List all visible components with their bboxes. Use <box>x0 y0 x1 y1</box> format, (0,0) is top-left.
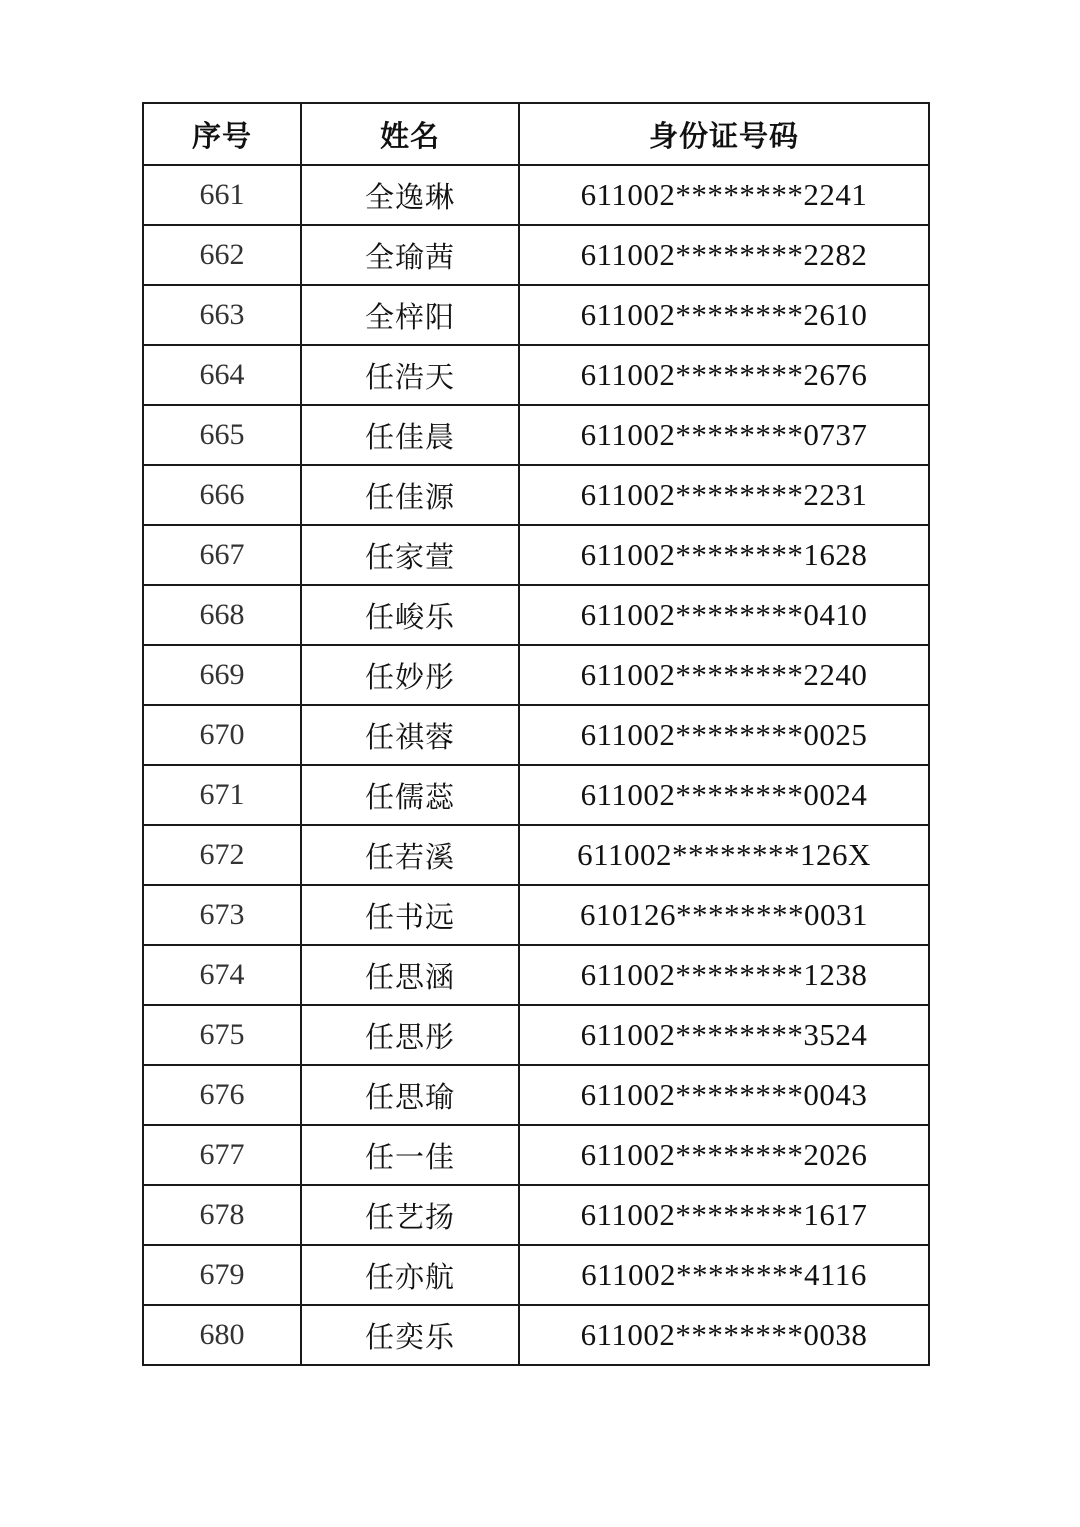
id-number-cell: 611002********2026 <box>519 1125 929 1185</box>
table-row <box>143 585 929 645</box>
id-number-cell: 611002********0024 <box>519 765 929 825</box>
name-cell: 任祺蓉 <box>301 705 519 765</box>
name-cell: 任浩天 <box>301 345 519 405</box>
name-cell: 任亦航 <box>301 1245 519 1305</box>
id-number-cell: 611002********0410 <box>519 585 929 645</box>
serial-number-cell: 673 <box>143 885 301 945</box>
header-name: 姓名 <box>301 103 519 165</box>
id-number-cell: 611002********2282 <box>519 225 929 285</box>
id-number-cell: 611002********4116 <box>519 1245 929 1305</box>
table-row <box>143 405 929 465</box>
id-number-cell: 611002********3524 <box>519 1005 929 1065</box>
id-number-cell: 611002********2610 <box>519 285 929 345</box>
serial-number-cell: 677 <box>143 1125 301 1185</box>
serial-number-cell: 670 <box>143 705 301 765</box>
id-number-cell: 611002********0043 <box>519 1065 929 1125</box>
serial-number-cell: 679 <box>143 1245 301 1305</box>
name-cell: 任儒蕊 <box>301 765 519 825</box>
table-row <box>143 225 929 285</box>
serial-number-cell: 672 <box>143 825 301 885</box>
serial-number-cell: 668 <box>143 585 301 645</box>
id-number-cell: 611002********2231 <box>519 465 929 525</box>
serial-number-cell: 664 <box>143 345 301 405</box>
name-cell: 任若溪 <box>301 825 519 885</box>
table-row <box>143 885 929 945</box>
serial-number-cell: 678 <box>143 1185 301 1245</box>
id-number-cell: 611002********1628 <box>519 525 929 585</box>
table-row <box>143 645 929 705</box>
id-number-cell: 611002********126X <box>519 825 929 885</box>
name-cell: 全瑜茜 <box>301 225 519 285</box>
serial-number-cell: 666 <box>143 465 301 525</box>
table-row <box>143 1065 929 1125</box>
name-cell: 全梓阳 <box>301 285 519 345</box>
roster-table <box>142 102 930 1366</box>
table-row <box>143 1125 929 1185</box>
id-number-cell: 610126********0031 <box>519 885 929 945</box>
table-row <box>143 1245 929 1305</box>
serial-number-cell: 662 <box>143 225 301 285</box>
id-number-cell: 611002********2676 <box>519 345 929 405</box>
name-cell: 任奕乐 <box>301 1305 519 1365</box>
table-row <box>143 525 929 585</box>
table-row <box>143 1305 929 1365</box>
serial-number-cell: 680 <box>143 1305 301 1365</box>
serial-number-cell: 669 <box>143 645 301 705</box>
serial-number-cell: 671 <box>143 765 301 825</box>
header-id-number: 身份证号码 <box>519 103 929 165</box>
id-number-cell: 611002********2240 <box>519 645 929 705</box>
name-cell: 全逸琳 <box>301 165 519 225</box>
name-cell: 任峻乐 <box>301 585 519 645</box>
table-row <box>143 825 929 885</box>
name-cell: 任妙彤 <box>301 645 519 705</box>
id-number-cell: 611002********0025 <box>519 705 929 765</box>
table-row <box>143 285 929 345</box>
table-row <box>143 465 929 525</box>
serial-number-cell: 661 <box>143 165 301 225</box>
serial-number-cell: 674 <box>143 945 301 1005</box>
name-cell: 任家萱 <box>301 525 519 585</box>
table-body <box>143 165 929 1365</box>
name-cell: 任佳源 <box>301 465 519 525</box>
table-row <box>143 165 929 225</box>
id-number-cell: 611002********1617 <box>519 1185 929 1245</box>
id-number-cell: 611002********0038 <box>519 1305 929 1365</box>
table-row <box>143 765 929 825</box>
name-cell: 任思瑜 <box>301 1065 519 1125</box>
name-cell: 任佳晨 <box>301 405 519 465</box>
table-header <box>143 103 929 165</box>
name-cell: 任书远 <box>301 885 519 945</box>
serial-number-cell: 675 <box>143 1005 301 1065</box>
name-cell: 任艺扬 <box>301 1185 519 1245</box>
header-serial-number: 序号 <box>143 103 301 165</box>
name-cell: 任一佳 <box>301 1125 519 1185</box>
table-row <box>143 345 929 405</box>
table-row <box>143 1185 929 1245</box>
table-row <box>143 945 929 1005</box>
serial-number-cell: 676 <box>143 1065 301 1125</box>
serial-number-cell: 663 <box>143 285 301 345</box>
serial-number-cell: 665 <box>143 405 301 465</box>
name-cell: 任思彤 <box>301 1005 519 1065</box>
serial-number-cell: 667 <box>143 525 301 585</box>
table-row <box>143 705 929 765</box>
name-cell: 任思涵 <box>301 945 519 1005</box>
table-row <box>143 1005 929 1065</box>
id-number-cell: 611002********1238 <box>519 945 929 1005</box>
id-number-cell: 611002********2241 <box>519 165 929 225</box>
id-number-cell: 611002********0737 <box>519 405 929 465</box>
header-row <box>143 103 929 165</box>
